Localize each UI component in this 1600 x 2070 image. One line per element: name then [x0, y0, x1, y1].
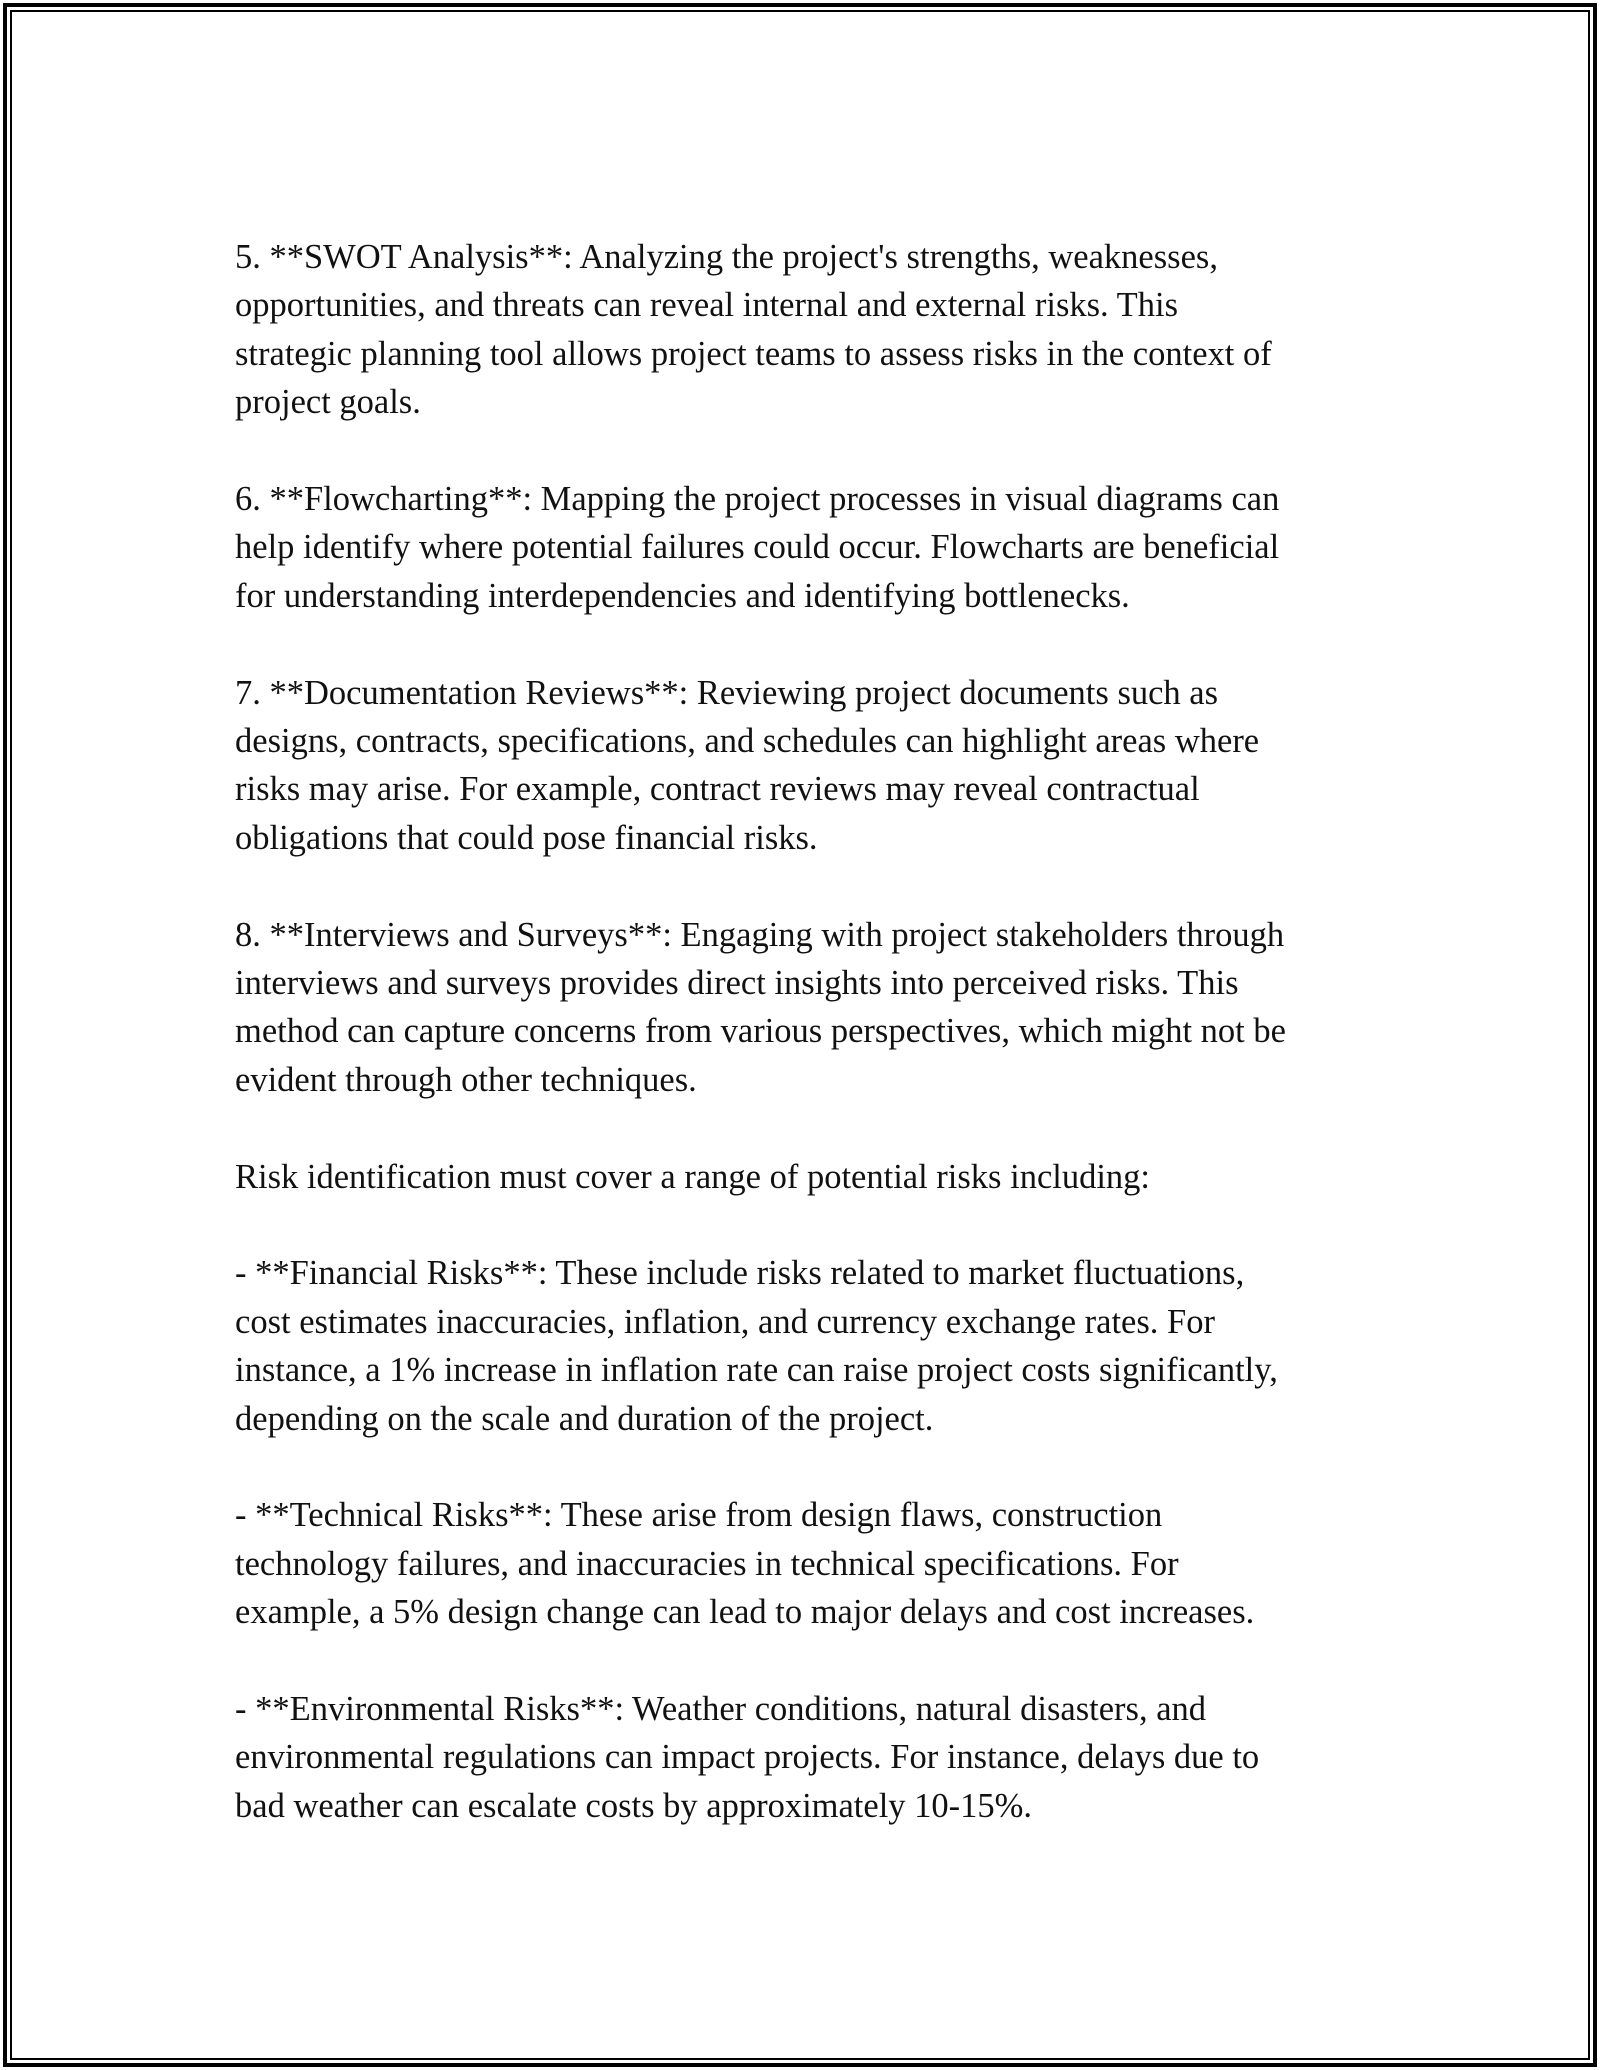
paragraph-interviews-surveys: 8. **Interviews and Surveys**: Engaging with project stakeholders through interviews and surveys provides direct insights into perceived risks. This method can capture concerns from various perspectives, which might not be evident through other techniques. [235, 915, 1286, 1099]
paragraph-technical-risks: - **Technical Risks**: These arise from design flaws, construction technology failures, and inaccuracies in technical specifications. For example, a 5% design change can lead to major delays and cost increases. [235, 1496, 1255, 1632]
paragraph-documentation-reviews: 7. **Documentation Reviews**: Reviewing project documents such as designs, contracts, specifications, and schedules can highlight areas where risks may arise. For example, contract reviews may reveal contractual obligations that could pose financial risks. [235, 673, 1260, 857]
paragraph-risk-identification-intro: Risk identification must cover a range of potential risks including: [235, 1157, 1151, 1196]
paragraph-environmental-risks: - **Environmental Risks**: Weather conditions, natural disasters, and environmental regulations can impact projects. For instance, delays due to bad weather can escalate costs by approximately 10-15%. [235, 1690, 1260, 1825]
paragraph-financial-risks: - **Financial Risks**: These include risks related to market fluctuations, cost estimates inaccuracies, inflation, and currency exchange rates. For instance, a 1% increase in inflation rate can raise project costs significantly, depending on the scale and duration of the project. [235, 1254, 1278, 1438]
paragraph-swot-analysis: 5. **SWOT Analysis**: Analyzing the project's strengths, weaknesses, opportunities, and threats can reveal internal and external risks. This strategic planning tool allows project teams to assess risks in the context of project goals. [235, 238, 1272, 422]
document-body [235, 233, 1365, 1830]
paragraph-flowcharting: 6. **Flowcharting**: Mapping the project processes in visual diagrams can help identify where potential failures could occur. Flowcharts are beneficial for understanding interdependencies and identifying bottlenecks. [235, 480, 1280, 615]
